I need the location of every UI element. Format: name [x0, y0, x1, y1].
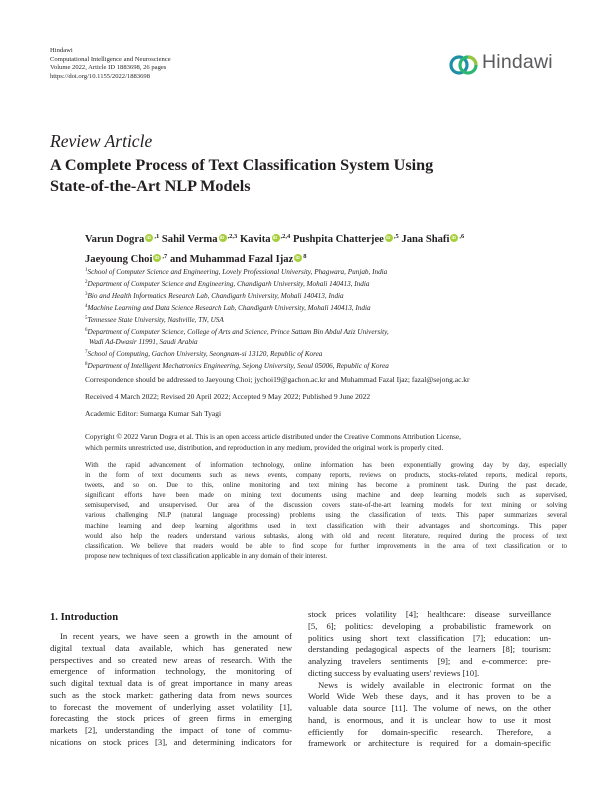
volume-line: Volume 2022, Article ID 1883698, 26 pages: [50, 64, 167, 72]
abstract-line: tweets, and so on. Due to this, online monitoring and text mining has become a prominent task. During the past decade,: [85, 481, 567, 490]
body-text-line: [5, 6]; politics: developing a probabilistic framework on: [308, 620, 551, 631]
body-text-line: analyzing travelers sentiments [9]; and e-commerce: pre-: [308, 656, 551, 666]
editor-text: Academic Editor: Sumarga Kumar Sah Tyagi: [85, 409, 222, 418]
body-column-left: [50, 631, 292, 749]
affiliation-text: Bio and Health Informatics Research Lab, Chandigarh University, Mohali 140413, India: [87, 291, 344, 300]
affiliation-text: School of Computing, Gachon University, Seongnam-si 13120, Republic of Korea: [87, 350, 323, 359]
affiliation-item: [85, 348, 565, 360]
author-affiliation-marker: ,7: [162, 252, 168, 260]
affiliation-number: 6: [85, 327, 88, 333]
dates-text: Received 4 March 2022; Revised 20 April 2022; Accepted 9 May 2022; Published 9 June 2022: [85, 392, 371, 401]
body-text-line: efficiently for domain-specific research. Therefore, a: [308, 726, 551, 737]
author-name: and Muhammad Fazal Ijaz: [169, 253, 294, 265]
body-text-line: emergence of information technology, the monitoring of: [50, 666, 292, 677]
affiliation-item: [85, 314, 565, 326]
affiliation-number: 7: [85, 350, 88, 356]
abstract-line: in the form of text documents such as news events, company reports, reviews on products, stocks-related reports, medical reports,: [85, 471, 567, 480]
author-affiliation-marker: ,2,4: [280, 233, 291, 240]
affiliation-text: Machine Learning and Data Science Research Lab, Chandigarh University, Mohali 140413, India: [87, 303, 371, 312]
publisher-name: Hindawi: [50, 47, 73, 54]
body-text-line: News is widely available in electronic format on the: [318, 679, 551, 690]
author-line: [85, 229, 565, 249]
affiliation-item: [85, 302, 565, 314]
article-title: [50, 155, 530, 196]
body-text-line: to forecast the movement of underlying asset volatility [1],: [50, 701, 292, 712]
copyright-line: Copyright © 2022 Varun Dogra et al. This is an open access article distributed under the Creative Commons Attribution License,: [85, 432, 461, 441]
author-affiliation-marker: 8: [303, 252, 307, 260]
body-text-line: framework or architecture is required for a domain-specific: [308, 738, 551, 749]
body-text-line: stock prices volatility [4]; healthcare: disease surveillance: [308, 609, 551, 619]
abstract-line: With the rapid advancement of information technology, online information has been exponentially growing day by day, especially: [85, 461, 567, 469]
author-affiliation-marker: ,1: [154, 233, 160, 240]
affiliation-number: 8: [85, 362, 88, 368]
affiliation-item: [85, 278, 565, 290]
body-text-line: nications on stock prices [3], and determining indicators for: [50, 736, 292, 747]
publication-dates: [85, 392, 565, 402]
author-name: Jaeyoung Choi: [85, 253, 153, 265]
orcid-icon[interactable]: [272, 234, 280, 242]
affiliation-item: [85, 337, 565, 348]
abstract-line: semisupervised, and unsupervised. Our area of the discussion covers state-of-the-art learning models for text mining or solving: [85, 501, 567, 510]
affiliation-item: [85, 326, 565, 338]
abstract-line: classification. We believe that readers would be able to find scope for further improvements in the area of text classification or to: [85, 541, 567, 550]
body-text-line: dicting success by evaluating users' reviews [10].: [308, 667, 480, 678]
affiliation-number: 4: [85, 303, 88, 309]
affiliation-number: 1: [85, 268, 88, 273]
abstract-line: significant efforts have been made on mining text documents using machine and deep learning models such as supervised,: [85, 491, 567, 500]
body-text-line: markets [2], understanding the impact of tone of commu-: [50, 725, 292, 735]
body-text-line: digital textual data available, which has generated new: [50, 642, 292, 653]
affiliation-text: School of Computer Science and Engineering, Lovely Professional University, Phagwara, Punjab, India: [87, 268, 388, 276]
affiliation-item: [85, 360, 565, 372]
abstract-line: propose new techniques of text classification applicable in any domain of their interest.: [85, 551, 328, 560]
affiliation-text: Department of Intelligent Mechatronics Engineering, Sejong University, Seoul 05006, Republic of Korea: [87, 362, 389, 371]
affiliation-number: 3: [85, 291, 88, 297]
body-text-line: hand, is enormous, and it is unclear how to use it most: [308, 714, 551, 725]
author-list: [85, 229, 565, 268]
title-line: A Complete Process of Text Classification System Using: [50, 156, 434, 174]
correspondence-text: Correspondence should be addressed to Jaeyoung Choi; jychoi19@gachon.ac.kr and Muhammad Fazal Ijaz; fazal@sejong.ac.kr: [85, 375, 470, 384]
affiliation-text: Department of Computer Science and Engineering, Chandigarh University, Mohali 140413, India: [87, 279, 370, 288]
hindawi-logo[interactable]: [448, 50, 558, 80]
author-name: Varun Dogra: [85, 234, 145, 245]
author-affiliation-marker: ,2,3: [227, 233, 238, 240]
author-name: Kavita: [239, 234, 271, 245]
affiliation-number: 2: [85, 279, 88, 285]
orcid-icon[interactable]: [219, 234, 227, 242]
body-text-line: such digital textual data is of great importance in many areas: [50, 678, 292, 688]
affiliation-item: [85, 266, 565, 278]
body-text-line: derstanding pedagogical aspects of the learners [8]; tourism:: [308, 644, 551, 655]
author-name: Sahil Verma: [161, 234, 218, 245]
journal-meta: [50, 47, 171, 81]
body-text-line: valuable data source [11]. The volume of news, on the other: [308, 703, 551, 713]
doi-link[interactable]: https://doi.org/10.1155/2022/1883698: [50, 72, 151, 80]
correspondence: [85, 375, 565, 385]
author-affiliation-marker: ,6: [459, 233, 465, 240]
affiliation-item: [85, 290, 565, 302]
body-text-line: forecasting the stock prices of green firms in emerging: [50, 713, 292, 724]
author-affiliation-marker: ,5: [393, 233, 399, 240]
body-text-line: politics using short text classification [7]; education: un-: [308, 632, 551, 643]
journal-name: Computational Intelligence and Neuroscience: [50, 55, 171, 63]
hindawi-rings-icon: [448, 50, 482, 80]
orcid-icon[interactable]: [294, 254, 302, 262]
orcid-icon[interactable]: [450, 234, 458, 242]
author-name: Pushpita Chatterjee: [292, 234, 384, 245]
academic-editor: [85, 409, 565, 419]
body-text-line: World Wide Web these days, and it has proven to be a: [308, 691, 551, 702]
section-heading-introduction: 1. Introduction: [50, 612, 119, 623]
body-column-right: [308, 609, 551, 750]
body-text-line: perspectives and so created new areas of research. With the: [50, 654, 292, 665]
affiliation-list: [85, 266, 565, 372]
affiliation-text: Wadi Ad-Dwasir 11991, Saudi Arabia: [89, 338, 198, 347]
abstract-line: would also help the readers understand various subtasks, along with old and recent literature, required during the process of text: [85, 531, 567, 540]
copyright-notice: [85, 432, 567, 453]
abstract-line: various challenging NLP (natural language processing) problems using the classification of texts. This paper summarizes several: [85, 511, 567, 520]
abstract-line: machine learning and deep learning algorithms used in text classification with their advantages and shortcomings. This paper: [85, 521, 567, 530]
orcid-icon[interactable]: [145, 234, 153, 242]
body-text-line: such as the stock market: gathering data from news sources: [50, 689, 292, 700]
affiliation-text: Department of Computer Science, College of Arts and Science, Prince Sattam Bin Abdul Aziz University,: [87, 327, 389, 336]
author-name: Jana Shafi: [401, 234, 450, 245]
copyright-line: which permits unrestricted use, distribution, and reproduction in any medium, provided the original work is properly cited.: [85, 442, 444, 452]
article-type: Review Article: [50, 131, 153, 151]
affiliation-text: Tennessee State University, Nashville, TN, USA: [87, 315, 224, 324]
abstract: [85, 460, 567, 561]
logo-wordmark: Hindawi: [482, 51, 553, 73]
affiliation-number: 5: [85, 315, 88, 321]
orcid-icon[interactable]: [153, 254, 161, 262]
orcid-icon[interactable]: [385, 234, 393, 242]
body-text-line: In recent years, we have seen a growth in the amount of: [60, 631, 292, 641]
title-line: State-of-the-Art NLP Models: [50, 176, 251, 195]
